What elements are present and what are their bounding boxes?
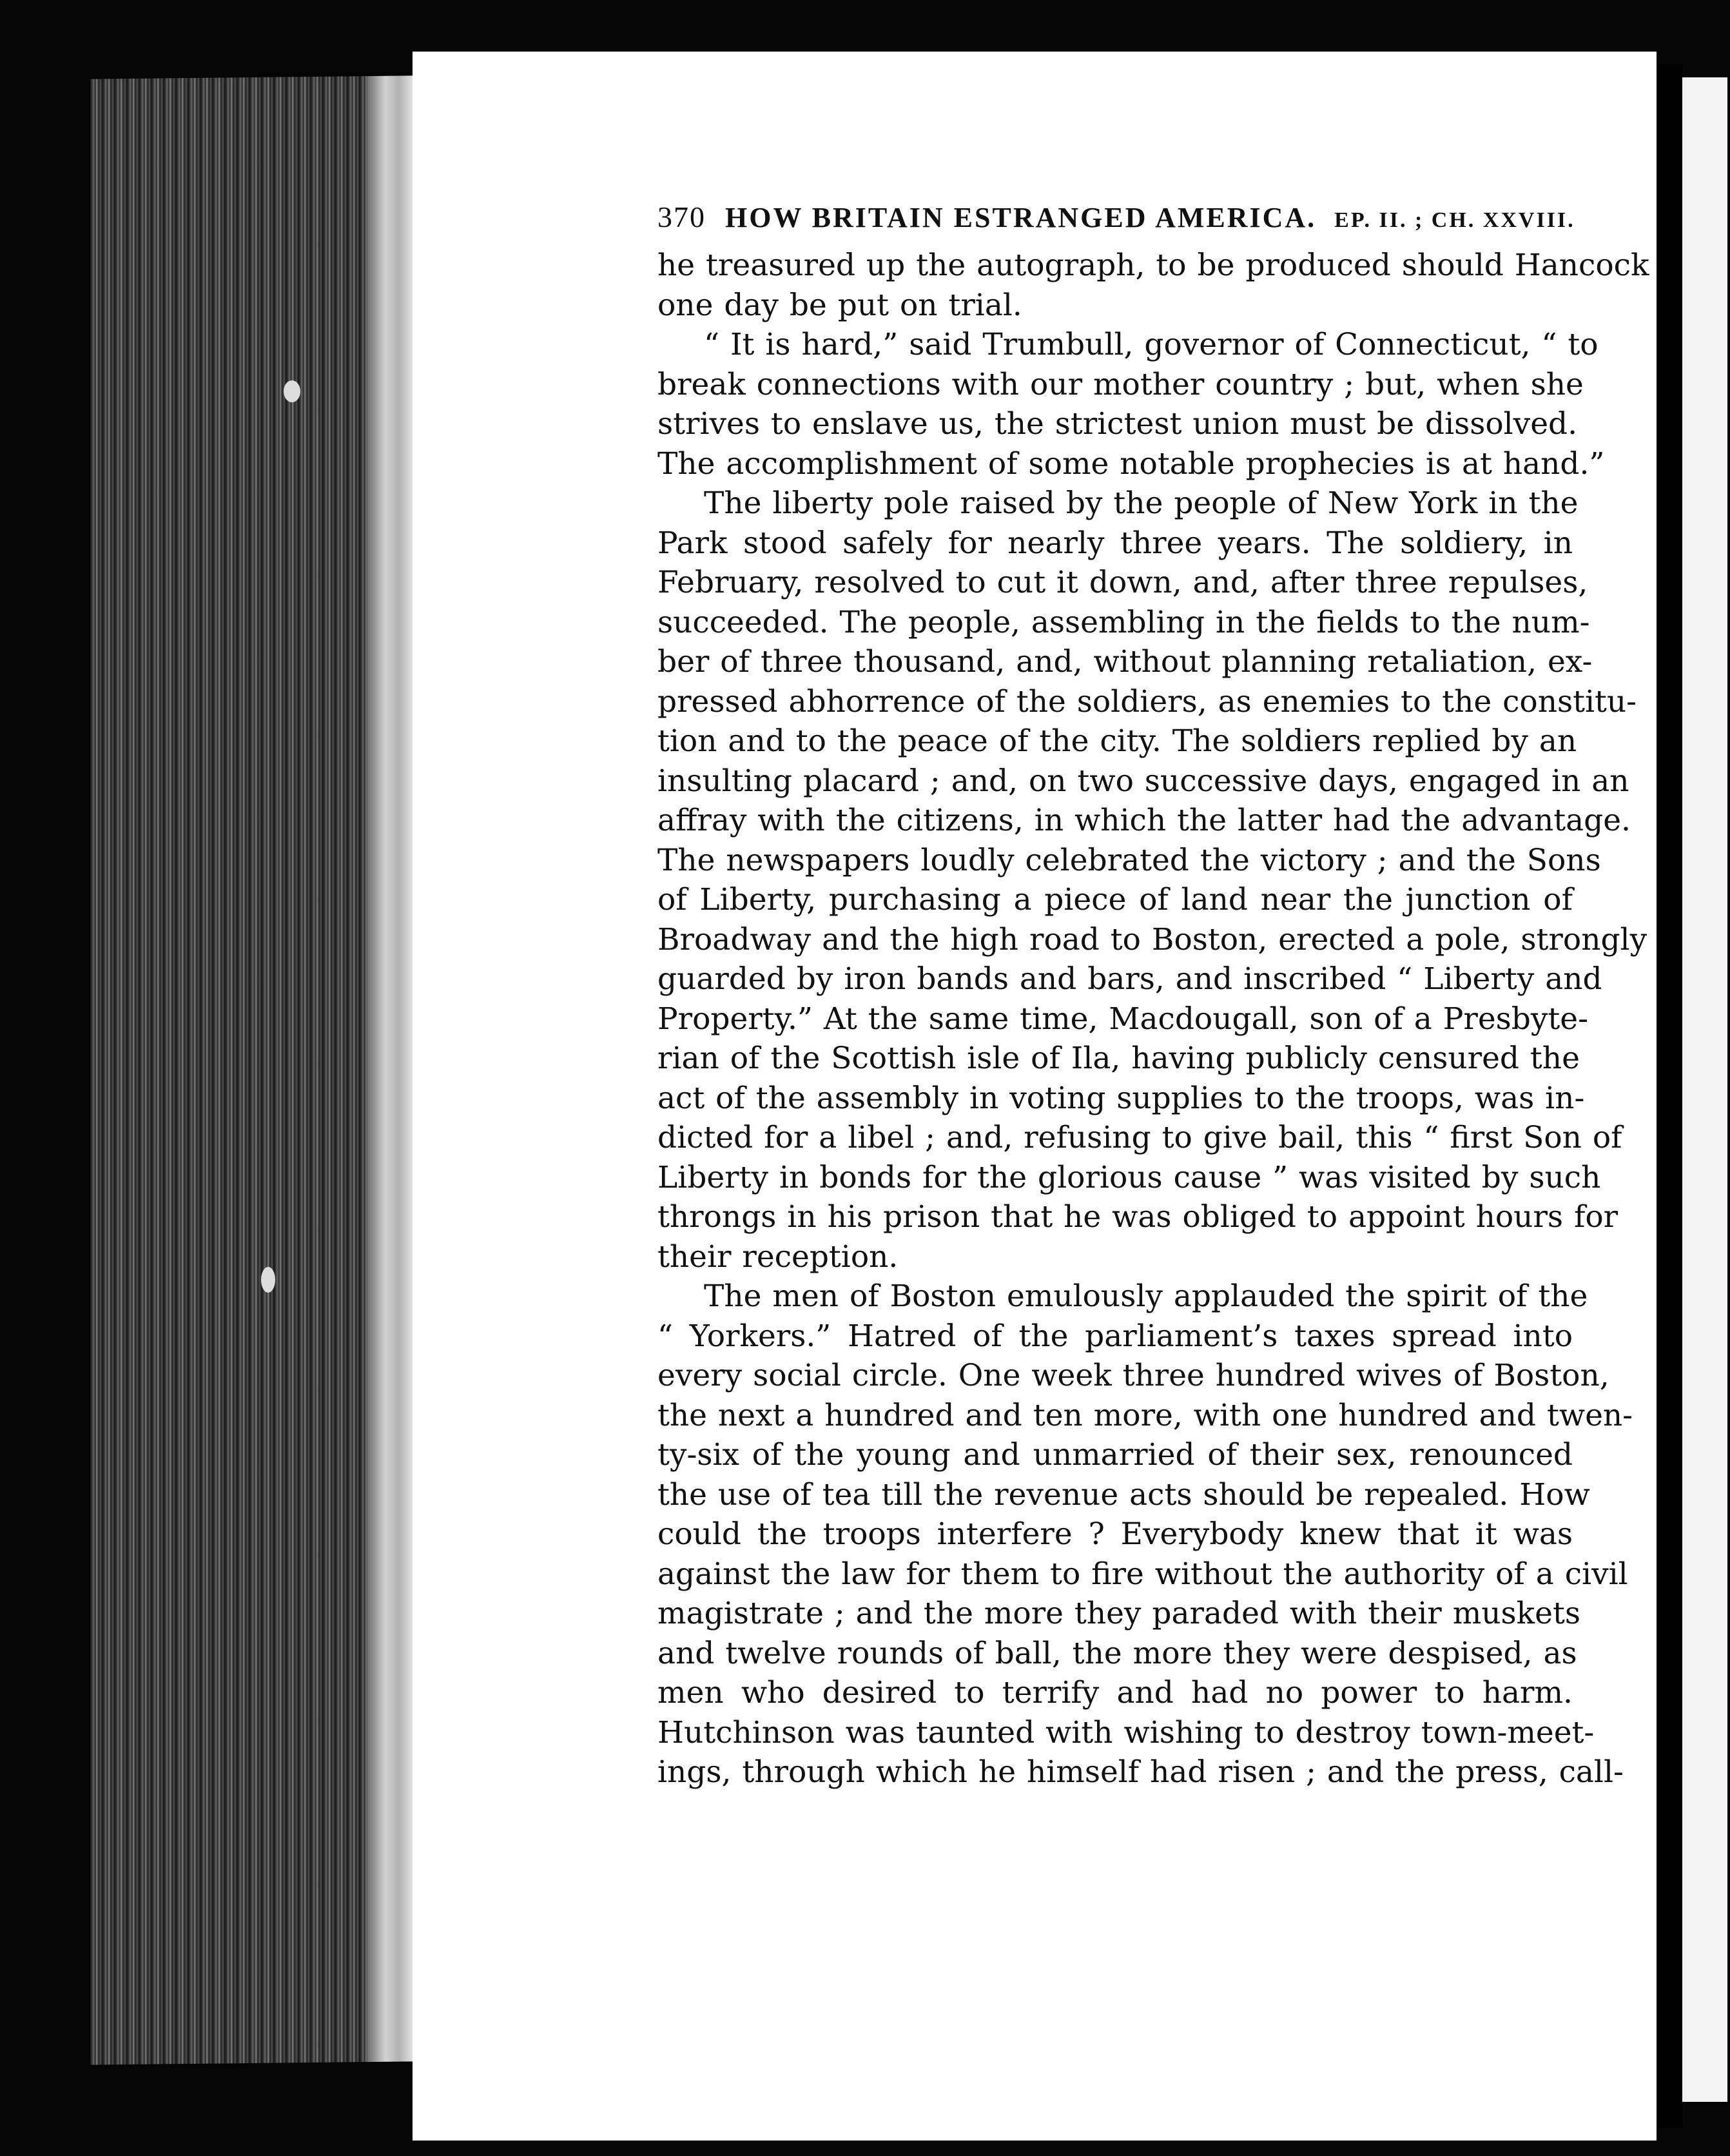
page-number: 370	[657, 201, 706, 233]
text-line: tion and to the peace of the city. The soldiers replied by an	[657, 723, 1577, 759]
text-line: Liberty in bonds for the glorious cause ” was visited by such	[657, 1159, 1601, 1195]
text-line: throngs in his prison that he was obliged to appoint hours for	[657, 1199, 1618, 1235]
text-line: ings, through which he himself had risen ; and the press, call-	[657, 1754, 1624, 1790]
scan-speck	[261, 1267, 275, 1293]
text-line: guarded by iron bands and bars, and inscribed “ Liberty and	[657, 961, 1602, 997]
text-line: against the law for them to fire without the authority of a civil	[657, 1556, 1628, 1592]
text-line: “ It is hard,” said Trumbull, governor of Connecticut, “ to	[704, 327, 1599, 362]
text-line: ty-six of the young and unmarried of their sex, renounced	[657, 1437, 1573, 1473]
book-page-edges	[90, 75, 413, 2064]
text-line: could the troops interfere ? Everybody knew that it was	[657, 1516, 1573, 1552]
text-line: act of the assembly in voting supplies to the troops, was in-	[657, 1080, 1585, 1116]
paragraph	[657, 1277, 1633, 1792]
paragraph	[657, 325, 1605, 484]
text-line: succeeded. The people, assembling in the fields to the num-	[657, 604, 1590, 640]
text-line: the next a hundred and ten more, with one hundred and twen-	[657, 1397, 1633, 1433]
text-line: The liberty pole raised by the people of New York in the	[704, 485, 1579, 521]
gutter-shadow	[1657, 64, 1682, 2128]
book-page	[413, 52, 1657, 2141]
text-line: the use of tea till the revenue acts should be repealed. How	[657, 1476, 1590, 1513]
page-text-block	[657, 200, 1649, 1792]
text-line: The accomplishment of some notable prophecies is at hand.”	[657, 446, 1605, 482]
running-title: HOW BRITAIN ESTRANGED AMERICA.	[725, 202, 1317, 233]
chapter-reference: EP. II. ; CH. XXVIII.	[1334, 208, 1575, 232]
text-line: one day be put on trial.	[657, 287, 1022, 323]
text-line: he treasured up the autograph, to be produced should Hancock	[657, 248, 1649, 283]
text-line: Hutchinson was taunted with wishing to destroy town-meet-	[657, 1714, 1595, 1750]
text-line: The men of Boston emulously applauded the spirit of the	[704, 1279, 1588, 1314]
paragraph	[657, 484, 1647, 1277]
text-line: insulting placard ; and, on two successive days, engaged in an	[657, 763, 1629, 799]
text-line: and twelve rounds of ball, the more they were despised, as	[657, 1635, 1577, 1671]
text-line: every social circle. One week three hundred wives of Boston,	[657, 1358, 1609, 1393]
next-page-edge	[1682, 77, 1727, 2102]
text-line: The newspapers loudly celebrated the victory ; and the Sons	[657, 842, 1601, 878]
text-line: Property.” At the same time, Macdougall, son of a Presbyte-	[657, 1001, 1588, 1037]
text-line: pressed abhorrence of the soldiers, as enemies to the constitu-	[657, 683, 1637, 720]
text-line: affray with the citizens, in which the latter had the advantage.	[657, 803, 1631, 838]
text-line: men who desired to terrify and had no power to harm.	[657, 1675, 1573, 1710]
text-line: magistrate ; and the more they paraded with their muskets	[657, 1596, 1580, 1631]
text-line: dicted for a libel ; and, refusing to give bail, this “ first Son of	[657, 1120, 1622, 1155]
running-head	[657, 200, 1573, 234]
text-line: break connections with our mother country ; but, when she	[657, 366, 1584, 402]
paragraph	[657, 246, 1649, 325]
text-line: Broadway and the high road to Boston, erected a pole, strongly	[657, 921, 1647, 957]
text-line: February, resolved to cut it down, and, after three repulses,	[657, 565, 1588, 600]
scan-speck	[284, 380, 300, 402]
text-line: of Liberty, purchasing a piece of land near the junction of	[657, 882, 1573, 917]
text-line: strives to enslave us, the strictest union must be dissolved.	[657, 406, 1578, 442]
text-line: ber of three thousand, and, without planning retaliation, ex-	[657, 644, 1593, 680]
text-line: their reception.	[657, 1239, 899, 1275]
text-line: “ Yorkers.” Hatred of the parliament’s taxes spread into	[657, 1318, 1573, 1354]
body-text	[657, 246, 1649, 1792]
text-line: Park stood safely for nearly three years. The soldiery, in	[657, 525, 1573, 561]
text-line: rian of the Scottish isle of Ila, having publicly censured the	[657, 1041, 1580, 1076]
